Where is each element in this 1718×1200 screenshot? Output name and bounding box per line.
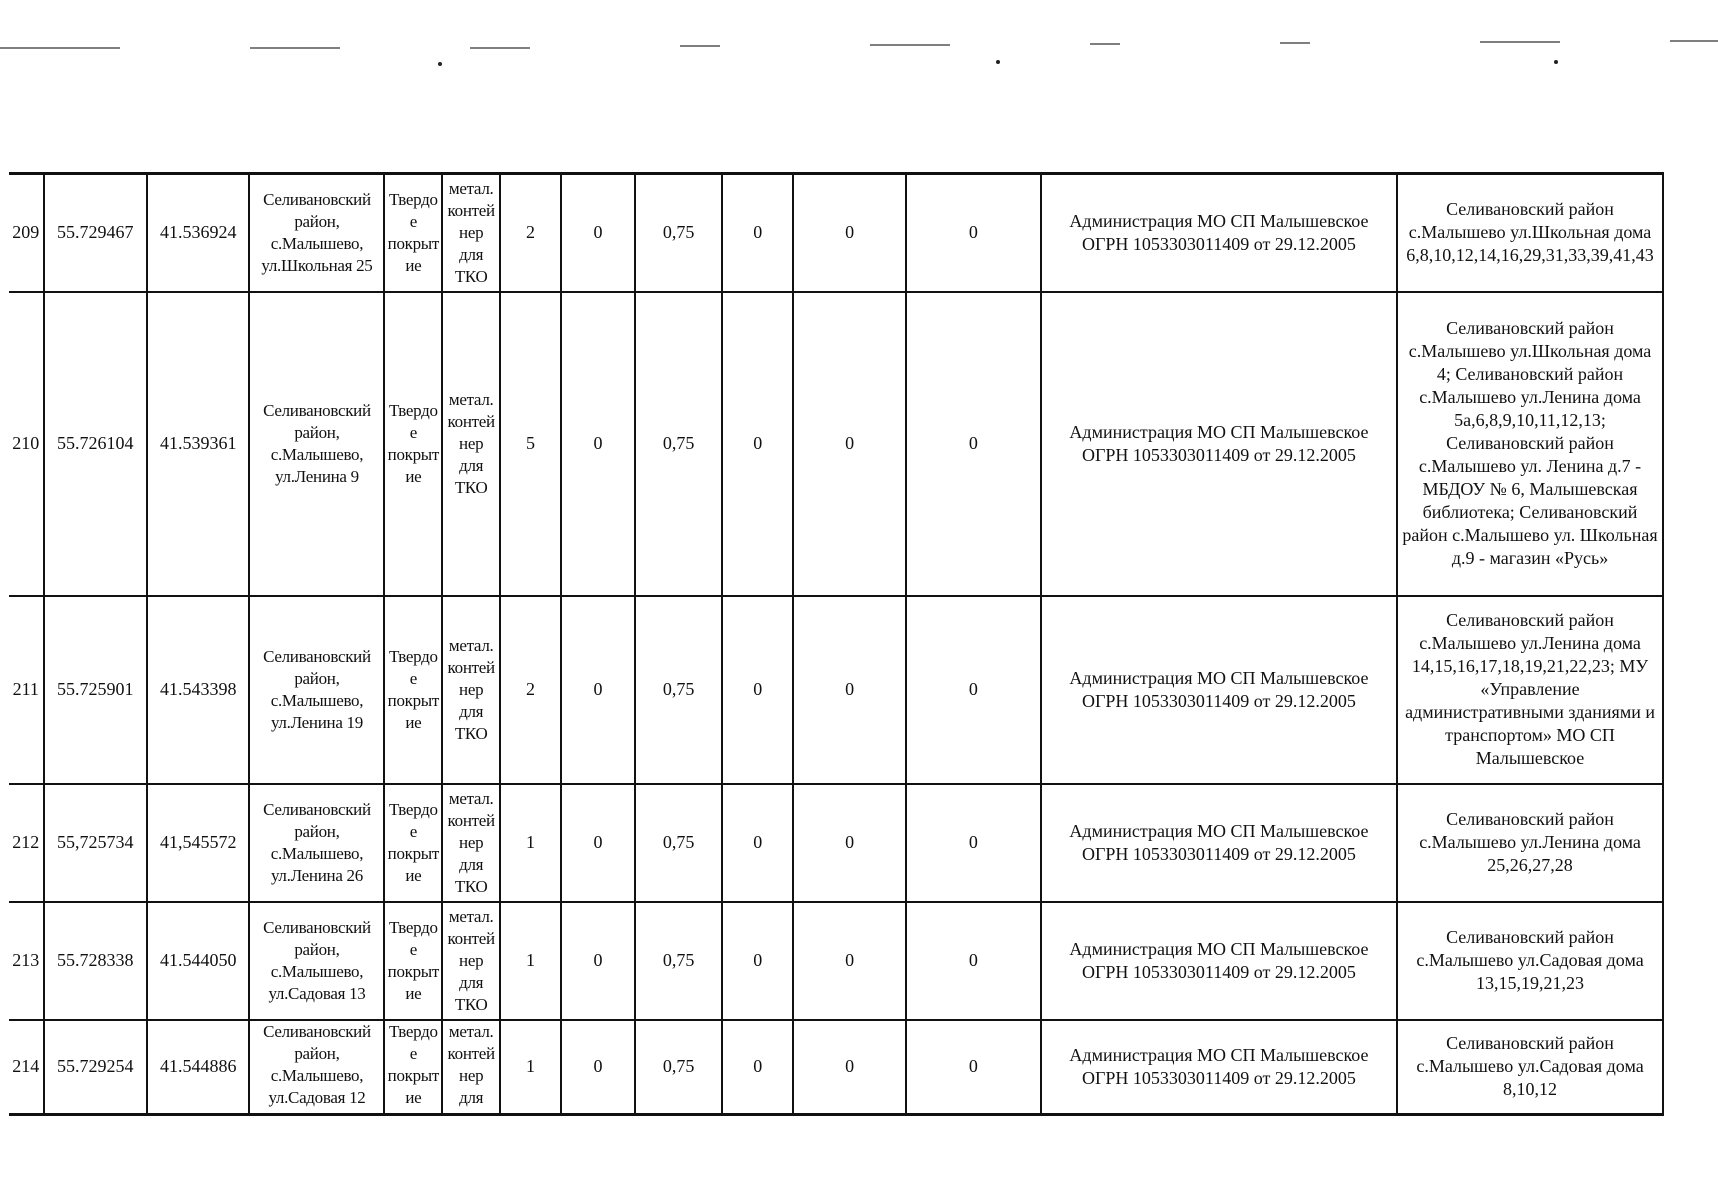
longitude-cell: 41.539361: [147, 292, 249, 596]
zero-cell: 0: [906, 292, 1041, 596]
served-objects-cell: Селивановский район с.Малышево ул.Ленина дома 25,26,27,28: [1397, 784, 1663, 902]
owner-name: Администрация МО СП Малышевское: [1069, 210, 1369, 231]
container-count-cell: 2: [500, 596, 561, 784]
zero-cell: 0: [793, 174, 906, 292]
volume-cell: 0,75: [635, 174, 722, 292]
waste-sites-table: [9, 172, 1664, 1116]
volume-cell: 0,75: [635, 292, 722, 596]
owner-cell: [1041, 1020, 1397, 1115]
owner-ogrn: ОГРН 1053303011409 от 29.12.2005: [1082, 961, 1356, 982]
row-number: 213: [9, 902, 44, 1020]
latitude-cell: 55.729467: [44, 174, 148, 292]
owner-ogrn: ОГРН 1053303011409 от 29.12.2005: [1082, 690, 1356, 711]
longitude-cell: 41.543398: [147, 596, 249, 784]
surface-cell: Твердое покрытие: [384, 174, 442, 292]
table-row: [9, 1020, 1663, 1115]
zero-cell: 0: [793, 292, 906, 596]
volume-cell: 0,75: [635, 596, 722, 784]
table-row: [9, 902, 1663, 1020]
served-objects-cell: Селивановский район с.Малышево ул.Школьная дома 4; Селивановский район с.Малышево ул.Ленина дома 5а,6,8,9,10,11,12,13; Селивановский район с.Малышево ул. Ленина д.7 - МБДОУ № 6, Малышевская библиотека; Селивановский район с.Малышево ул. Школьная д.9 - магазин «Русь»: [1397, 292, 1663, 596]
owner-cell: [1041, 596, 1397, 784]
table-row: [9, 596, 1663, 784]
address-cell: Селивановский район, с.Малышево, ул.Садовая 12: [249, 1020, 384, 1115]
zero-cell: 0: [906, 784, 1041, 902]
surface-cell: Твердое покрытие: [384, 596, 442, 784]
owner-ogrn: ОГРН 1053303011409 от 29.12.2005: [1082, 843, 1356, 864]
zero-cell: 0: [793, 1020, 906, 1115]
table-row: [9, 292, 1663, 596]
longitude-cell: 41.544886: [147, 1020, 249, 1115]
row-number: 209: [9, 174, 44, 292]
container-type-cell: метал. контейнер для ТКО: [442, 174, 500, 292]
address-cell: Селивановский район, с.Малышево, ул.Садовая 13: [249, 902, 384, 1020]
owner-name: Администрация МО СП Малышевское: [1069, 1044, 1369, 1065]
zero-cell: 0: [722, 596, 793, 784]
zero-cell: 0: [561, 784, 635, 902]
owner-cell: [1041, 902, 1397, 1020]
owner-ogrn: ОГРН 1053303011409 от 29.12.2005: [1082, 233, 1356, 254]
container-type-cell: метал. контейнер для ТКО: [442, 784, 500, 902]
latitude-cell: 55.726104: [44, 292, 148, 596]
zero-cell: 0: [722, 902, 793, 1020]
latitude-cell: 55.728338: [44, 902, 148, 1020]
zero-cell: 0: [561, 902, 635, 1020]
zero-cell: 0: [793, 902, 906, 1020]
served-objects-cell: Селивановский район с.Малышево ул.Садовая дома 8,10,12: [1397, 1020, 1663, 1115]
container-count-cell: 1: [500, 902, 561, 1020]
longitude-cell: 41.544050: [147, 902, 249, 1020]
zero-cell: 0: [906, 902, 1041, 1020]
volume-cell: 0,75: [635, 1020, 722, 1115]
zero-cell: 0: [793, 784, 906, 902]
latitude-cell: 55.729254: [44, 1020, 148, 1115]
container-type-cell: метал. контейнер для ТКО: [442, 292, 500, 596]
owner-name: Администрация МО СП Малышевское: [1069, 820, 1369, 841]
zero-cell: 0: [906, 174, 1041, 292]
owner-ogrn: ОГРН 1053303011409 от 29.12.2005: [1082, 1067, 1356, 1088]
scan-artifacts: [0, 0, 1718, 80]
zero-cell: 0: [722, 174, 793, 292]
served-objects-cell: Селивановский район с.Малышево ул.Садовая дома 13,15,19,21,23: [1397, 902, 1663, 1020]
row-number: 214: [9, 1020, 44, 1115]
zero-cell: 0: [561, 174, 635, 292]
address-cell: Селивановский район, с.Малышево, ул.Ленина 19: [249, 596, 384, 784]
longitude-cell: 41,545572: [147, 784, 249, 902]
address-cell: Селивановский район, с.Малышево, ул.Ленина 26: [249, 784, 384, 902]
served-objects-cell: Селивановский район с.Малышево ул.Ленина дома 14,15,16,17,18,19,21,22,23; МУ «Управление административными зданиями и транспортом» МО СП Малышевское: [1397, 596, 1663, 784]
surface-cell: Твердое покрытие: [384, 902, 442, 1020]
owner-name: Администрация МО СП Малышевское: [1069, 938, 1369, 959]
served-objects-cell: Селивановский район с.Малышево ул.Школьная дома 6,8,10,12,14,16,29,31,33,39,41,43: [1397, 174, 1663, 292]
zero-cell: 0: [561, 596, 635, 784]
row-number: 210: [9, 292, 44, 596]
zero-cell: 0: [722, 784, 793, 902]
zero-cell: 0: [793, 596, 906, 784]
address-cell: Селивановский район, с.Малышево, ул.Школьная 25: [249, 174, 384, 292]
surface-cell: Твердое покрытие: [384, 1020, 442, 1115]
owner-cell: [1041, 174, 1397, 292]
surface-cell: Твердое покрытие: [384, 784, 442, 902]
volume-cell: 0,75: [635, 902, 722, 1020]
container-count-cell: 5: [500, 292, 561, 596]
owner-cell: [1041, 784, 1397, 902]
zero-cell: 0: [561, 1020, 635, 1115]
row-number: 212: [9, 784, 44, 902]
latitude-cell: 55.725901: [44, 596, 148, 784]
container-count-cell: 1: [500, 784, 561, 902]
owner-name: Администрация МО СП Малышевское: [1069, 667, 1369, 688]
address-cell: Селивановский район, с.Малышево, ул.Ленина 9: [249, 292, 384, 596]
table-row: [9, 784, 1663, 902]
owner-ogrn: ОГРН 1053303011409 от 29.12.2005: [1082, 444, 1356, 465]
container-type-cell: метал. контейнер для ТКО: [442, 902, 500, 1020]
table-body: [9, 174, 1663, 1115]
zero-cell: 0: [906, 1020, 1041, 1115]
longitude-cell: 41.536924: [147, 174, 249, 292]
owner-cell: [1041, 292, 1397, 596]
container-count-cell: 2: [500, 174, 561, 292]
zero-cell: 0: [561, 292, 635, 596]
container-type-cell: метал. контейнер для: [442, 1020, 500, 1115]
zero-cell: 0: [906, 596, 1041, 784]
container-type-cell: метал. контейнер для ТКО: [442, 596, 500, 784]
volume-cell: 0,75: [635, 784, 722, 902]
zero-cell: 0: [722, 292, 793, 596]
latitude-cell: 55,725734: [44, 784, 148, 902]
surface-cell: Твердое покрытие: [384, 292, 442, 596]
row-number: 211: [9, 596, 44, 784]
table-row: [9, 174, 1663, 292]
owner-name: Администрация МО СП Малышевское: [1069, 421, 1369, 442]
container-count-cell: 1: [500, 1020, 561, 1115]
zero-cell: 0: [722, 1020, 793, 1115]
